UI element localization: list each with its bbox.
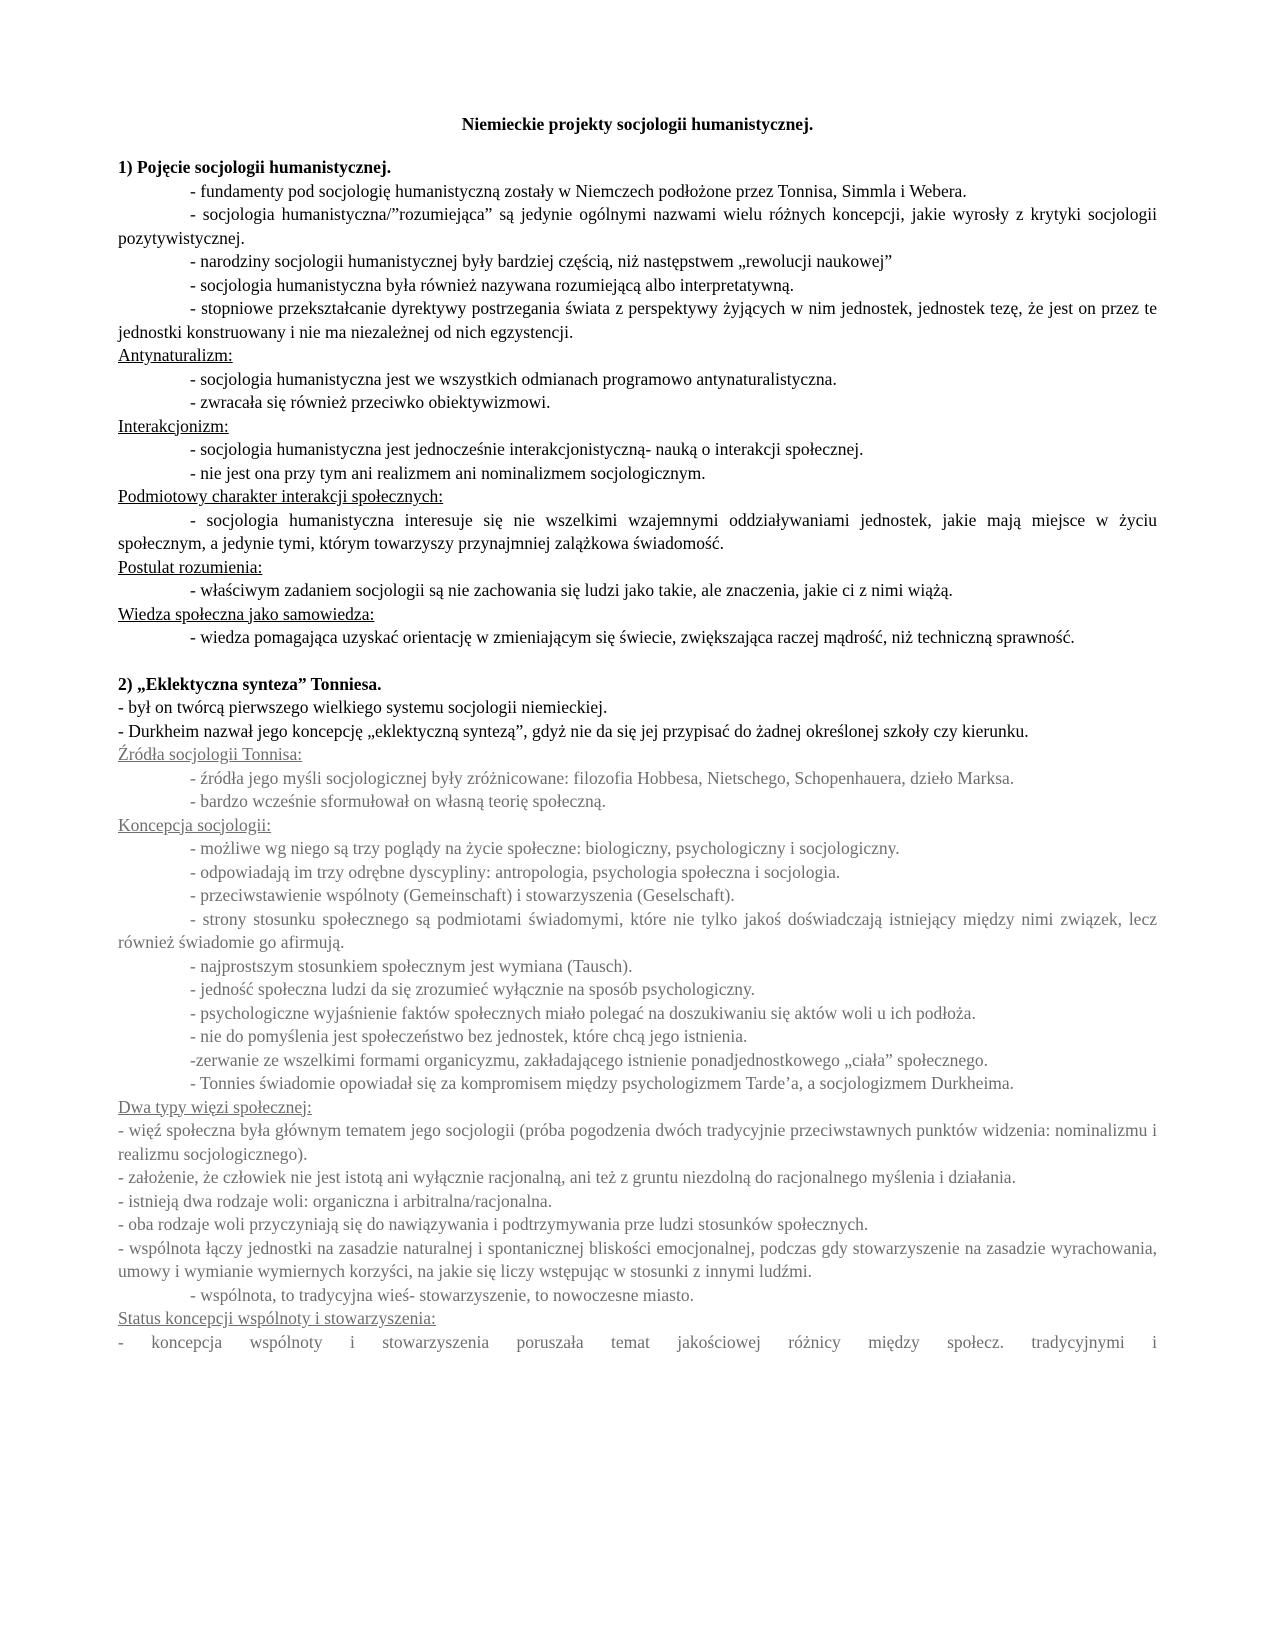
gray-text-block: [118, 743, 1157, 1354]
subheading-koncepcja: Koncepcja socjologii:: [118, 814, 272, 835]
paragraph: - więź społeczna była głównym tematem jego socjologii (próba pogodzenia dwóch tradycyjnie przeciwstawnych punktów widzenia: nominalizmu i realizmu socjologicznego).: [118, 1120, 1157, 1164]
paragraph: - właściwym zadaniem socjologii są nie zachowania się ludzi jako takie, ale znaczenia, jakie ci z nimi wiążą.: [190, 580, 953, 600]
paragraph: - socjologia humanistyczna jest jednocześnie interakcjonistyczną- nauką o interakcji społecznej.: [190, 439, 864, 459]
paragraph: - źródła jego myśli socjologicznej były zróżnicowane: filozofia Hobbesa, Nietschego, Schopenhauera, dzieło Marksa.: [190, 767, 1015, 788]
paragraph: - koncepcja wspólnoty i stowarzyszenia poruszała temat jakościowej różnicy między społecz. tradycyjnymi i: [118, 1331, 1157, 1352]
paragraph: - bardzo wcześnie sformułował on własną teorię społeczną.: [190, 791, 606, 811]
paragraph: - wspólnota, to tradycyjna wieś- stowarzyszenie, to nowoczesne miasto.: [190, 1284, 694, 1305]
paragraph: - wspólnota łączy jednostki na zasadzie naturalnej i spontanicznej bliskości emocjonalnej, podczas gdy stowarzyszenie na zasadzie wyrachowania, umowy i wymianie wymiernych korzyści, na jakie się liczy wstępując w stosunki z innymi ludźmi.: [118, 1237, 1157, 1281]
paragraph: - Durkheim nazwał jego koncepcję „eklektyczną syntezą”, gdyż nie da się jej przypisać do żadnej określonej szkoły czy kierunku.: [118, 720, 1029, 741]
paragraph: - oba rodzaje woli przyczyniają się do nawiązywania i podtrzymywania prze ludzi stosunków społecznych.: [118, 1214, 869, 1234]
subheading-interakcjonizm: Interakcjonizm:: [118, 415, 229, 436]
paragraph: - przeciwstawienie wspólnoty (Gemeinschaft) i stowarzyszenia (Geselschaft).: [190, 885, 735, 905]
paragraph: - założenie, że człowiek nie jest istotą ani wyłącznie racjonalną, ani też z gruntu niezdolną do racjonalnego myślenia i działania.: [118, 1167, 1016, 1187]
paragraph: - strony stosunku społecznego są podmiotami świadomymi, które nie tylko jakoś doświadczają istniejący między nimi związek, lecz również świadomie go afirmują.: [118, 908, 1157, 952]
paragraph: - nie jest ona przy tym ani realizmem ani nominalizmem socjologicznym.: [190, 462, 706, 483]
paragraph: - fundamenty pod socjologię humanistyczną zostały w Niemczech podłożone przez Tonnisa, Simmla i Webera.: [190, 180, 967, 201]
paragraph: - istnieją dwa rodzaje woli: organiczna i arbitralna/racjonalna.: [118, 1190, 553, 1211]
paragraph: - jedność społeczna ludzi da się zrozumieć wyłącznie na sposób psychologiczny.: [190, 979, 755, 999]
section-2-heading: 2) „Eklektyczna synteza” Tonniesa.: [118, 673, 382, 694]
document-title: Niemieckie projekty socjologii humanistycznej.: [461, 114, 814, 134]
paragraph: - był on twórcą pierwszego wielkiego systemu socjologii niemieckiej.: [118, 697, 608, 717]
subheading-postulat: Postulat rozumienia:: [118, 556, 263, 577]
subheading-zrodla: Źródła socjologii Tonnisa:: [118, 744, 303, 764]
paragraph: - nie do pomyślenia jest społeczeństwo bez jednostek, które chcą jego istnienia.: [190, 1026, 748, 1046]
subheading-antynaturalizm: Antynaturalizm:: [118, 345, 233, 365]
subheading-podmiotowy: Podmiotowy charakter interakcji społecznych:: [118, 486, 444, 506]
subheading-wiedza: Wiedza społeczna jako samowiedza:: [118, 603, 375, 624]
paragraph: - zwracała się również przeciwko obiektywizmowi.: [190, 392, 551, 412]
paragraph: - socjologia humanistyczna była również nazywana rozumiejącą albo interpretatywną.: [190, 274, 794, 295]
subheading-status: Status koncepcji wspólnoty i stowarzyszenia:: [118, 1308, 436, 1328]
paragraph: - socjologia humanistyczna interesuje się nie wszelkimi wzajemnymi oddziaływaniami jednostek, jakie mają miejsce w życiu społecznym, a jedynie tymi, którym towarzyszy przynajmniej zalążkowa świadomość.: [118, 509, 1157, 553]
paragraph: - stopniowe przekształcanie dyrektywy postrzegania świata z perspektywy żyjących w nim jednostek, jednostek tezę, że jest on przez te jednostki konstruowany i nie ma niezależnej od nich egzystencji.: [118, 298, 1157, 342]
spacer: [118, 650, 1157, 673]
paragraph: - możliwe wg niego są trzy poglądy na życie społeczne: biologiczny, psychologiczny i socjologiczny.: [190, 838, 900, 858]
paragraph: -zerwanie ze wszelkimi formami organicyzmu, zakładającego istnienie ponadjednostkowego „ciała” społecznego.: [190, 1049, 989, 1070]
paragraph: - psychologiczne wyjaśnienie faktów społecznych miało polegać na doszukiwaniu się aktów woli u ich podłoża.: [190, 1002, 976, 1023]
paragraph: - narodziny socjologii humanistycznej były bardziej częścią, niż następstwem „rewolucji naukowej”: [190, 251, 893, 271]
paragraph: - najprostszym stosunkiem społecznym jest wymiana (Tausch).: [190, 955, 633, 976]
paragraph: - Tonnies świadomie opowiadał się za kompromisem między psychologizmem Tarde’a, a socjologizmem Durkheima.: [190, 1073, 1015, 1093]
paragraph: - odpowiadają im trzy odrębne dyscypliny: antropologia, psychologia społeczna i socjologia.: [190, 861, 841, 882]
subheading-dwa-typy: Dwa typy więzi społecznej:: [118, 1096, 312, 1117]
section-1-heading: 1) Pojęcie socjologii humanistycznej.: [118, 157, 392, 177]
paragraph: - socjologia humanistyczna jest we wszystkich odmianach programowo antynaturalistyczna.: [190, 368, 837, 389]
paragraph: - socjologia humanistyczna/”rozumiejąca” są jedynie ogólnymi nazwami wielu różnych koncepcji, jakie wyrosły z krytyki socjologii pozytywistycznej.: [118, 204, 1157, 248]
paragraph: - wiedza pomagająca uzyskać orientację w zmieniającym się świecie, zwiększająca raczej mądrość, niż techniczną sprawność.: [190, 627, 1075, 647]
